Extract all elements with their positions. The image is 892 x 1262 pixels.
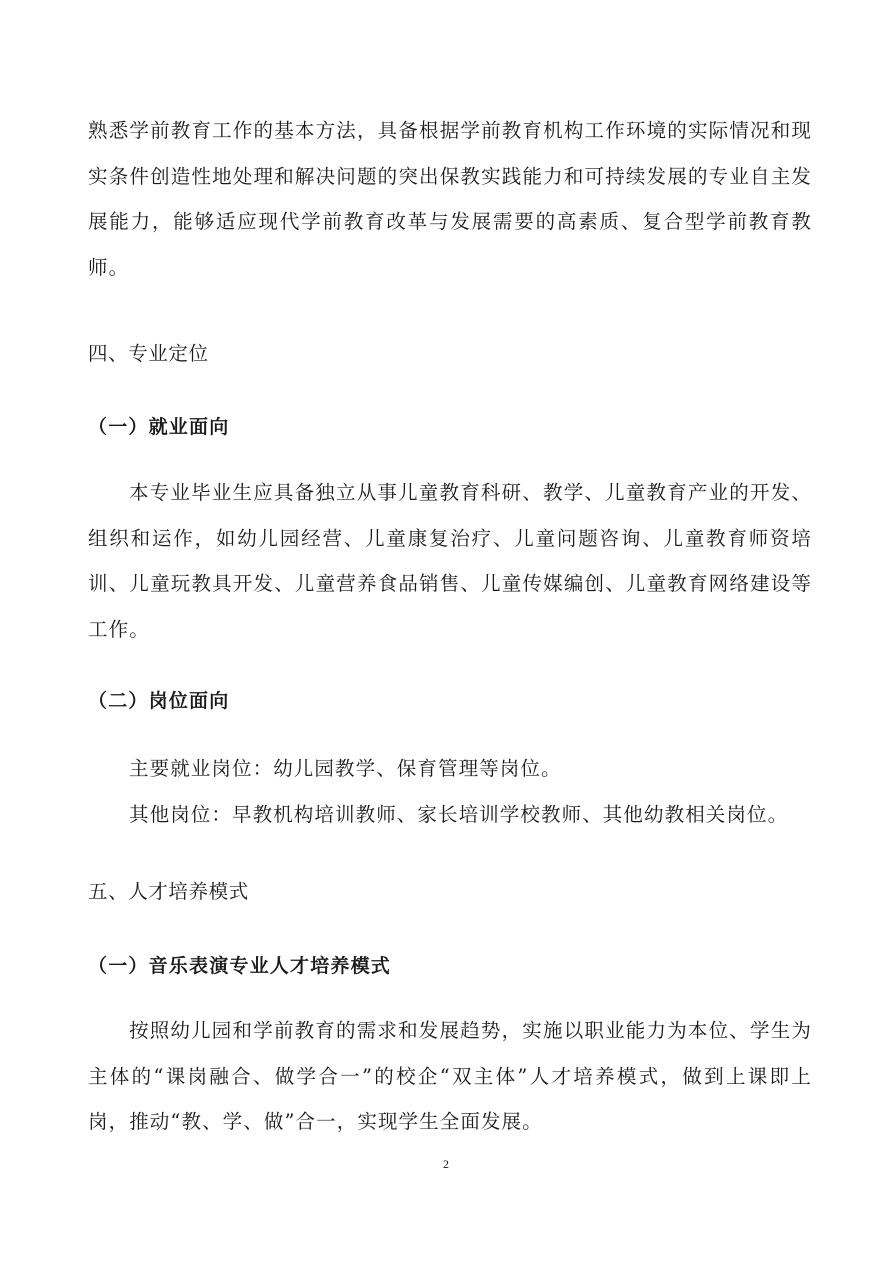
training-model-paragraph: 按照幼儿园和学前教育的需求和发展趋势，实施以职业能力为本位、学生为主体的“课岗融合、做学合一”的校企“双主体”人才培养模式，做到上课即上岗，推动“教、学、做”合一，实现学生全面发展。 [88,1019,812,1133]
subsection-training-model-heading: （一）音乐表演专业人才培养模式 [88,955,392,977]
subsection-positions-heading: （二）岗位面向 [88,690,230,712]
other-positions-line: 其他岗位：早教机构培训教师、家长培训学校教师、其他幼教相关岗位。 [129,803,789,826]
section-4-heading: 四、专业定位 [88,342,209,365]
employment-paragraph: 本专业毕业生应具备独立从事儿童教育科研、教学、儿童教育产业的开发、组织和运作，如幼儿园经营、儿童康复治疗、儿童问题咨询、儿童教育师资培训、儿童玩教具开发、儿童营养食品销售、儿童传媒编创、儿童教育网络建设等工作。 [88,481,812,641]
main-positions-line: 主要就业岗位：幼儿园教学、保育管理等岗位。 [129,757,562,780]
intro-paragraph: 熟悉学前教育工作的基本方法，具备根据学前教育机构工作环境的实际情况和现实条件创造性地处理和解决问题的突出保教实践能力和可持续发展的专业自主发展能力，能够适应现代学前教育改革与发展需要的高素质、复合型学前教育教师。 [88,119,812,279]
subsection-employment-heading: （一）就业面向 [88,416,230,438]
section-5-heading: 五、人才培养模式 [88,880,249,903]
page-number: 2 [443,1157,449,1171]
